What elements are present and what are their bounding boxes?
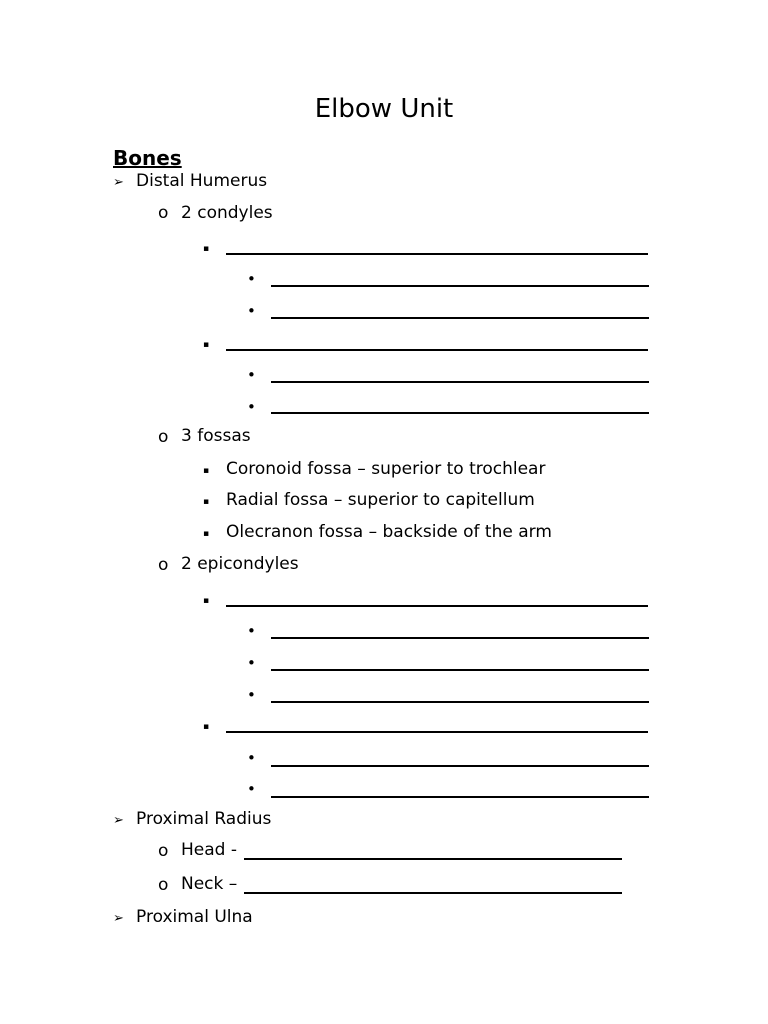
dot-bullet-icon: • [247,654,256,672]
list-item-proximal-ulna: Proximal Ulna [136,907,253,927]
blank-line [271,317,649,319]
list-item-epicondyles: 2 epicondyles [181,554,299,574]
dot-bullet-icon: • [247,302,256,320]
blank-line [226,731,648,733]
square-bullet-icon: ▪ [203,340,210,350]
blank-line [244,858,622,860]
list-item-condyles: 2 condyles [181,203,273,223]
blank-line [271,412,649,414]
blank-line [226,253,648,255]
circle-bullet-icon: o [158,555,169,575]
list-item-fossas: 3 fossas [181,426,251,446]
blank-line [271,701,649,703]
blank-line [244,892,622,894]
list-item-olecranon-fossa: Olecranon fossa – backside of the arm [226,522,552,542]
list-item-radial-fossa: Radial fossa – superior to capitellum [226,490,535,510]
blank-line [226,349,648,351]
list-item-neck: Neck – [181,874,238,894]
blank-line [271,637,649,639]
dot-bullet-icon: • [247,270,256,288]
dot-bullet-icon: • [247,686,256,704]
section-heading-bones: Bones [113,146,182,170]
dot-bullet-icon: • [247,780,256,798]
square-bullet-icon: ▪ [203,244,210,254]
square-bullet-icon: ▪ [203,466,210,476]
dot-bullet-icon: • [247,366,256,384]
dot-bullet-icon: • [247,749,256,767]
arrow-bullet-icon: ➢ [113,911,124,926]
list-item-coronoid-fossa: Coronoid fossa – superior to trochlear [226,459,546,479]
dot-bullet-icon: • [247,622,256,640]
blank-line [271,765,649,767]
square-bullet-icon: ▪ [203,722,210,732]
arrow-bullet-icon: ➢ [113,813,124,828]
page-title: Elbow Unit [314,94,454,124]
circle-bullet-icon: o [158,427,169,447]
blank-line [271,796,649,798]
list-item-head: Head - [181,840,237,860]
arrow-bullet-icon: ➢ [113,175,124,190]
blank-line [271,381,649,383]
list-item-proximal-radius: Proximal Radius [136,809,272,829]
circle-bullet-icon: o [158,203,169,223]
list-item-distal-humerus: Distal Humerus [136,171,268,191]
blank-line [271,669,649,671]
blank-line [226,605,648,607]
square-bullet-icon: ▪ [203,529,210,539]
blank-line [271,285,649,287]
circle-bullet-icon: o [158,875,169,895]
square-bullet-icon: ▪ [203,497,210,507]
square-bullet-icon: ▪ [203,596,210,606]
circle-bullet-icon: o [158,841,169,861]
dot-bullet-icon: • [247,398,256,416]
